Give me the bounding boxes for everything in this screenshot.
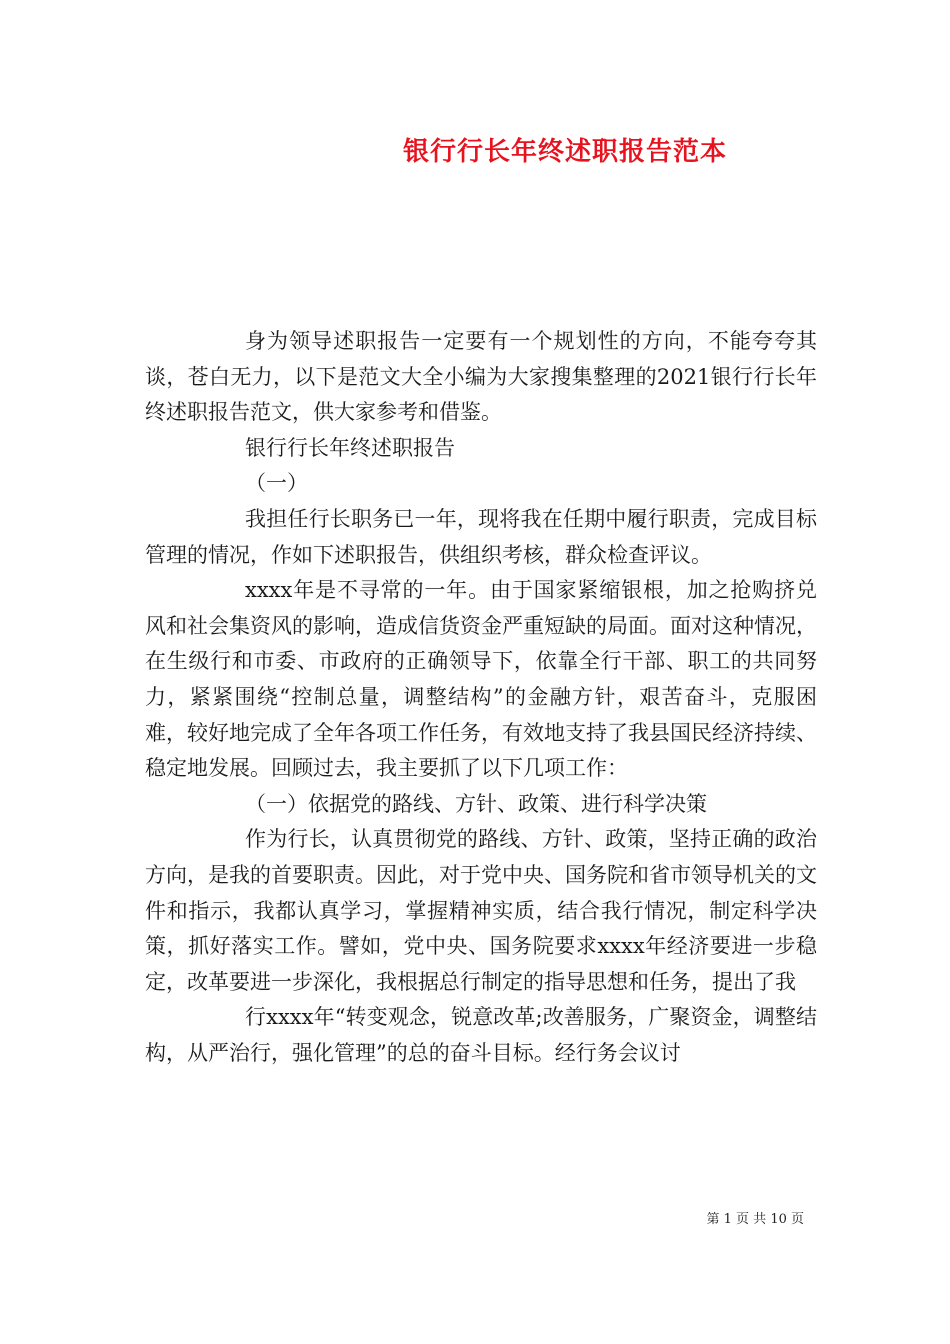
paragraph-heading: 银行行长年终述职报告 xyxy=(245,435,455,460)
page-number: 第 1 页 共 10 页 xyxy=(706,1212,804,1227)
document-body xyxy=(145,324,817,1071)
paragraph-policy: 作为行长，认真贯彻党的路线、方针、政策，坚持正确的政治方向，是我的首要职责。因此，对于党中央、国务院和省市领导机关的文件和指示，我都认真学习，掌握精神实质，结合我行情况，制定科学决策，抓好落实工作。譬如，党中央、国务院要求xxxx年经济要进一步稳定，改革要进一步深化，我根据总行制定的指导思想和任务，提出了我 xyxy=(145,827,817,994)
document-title: 银行行长年终述职报告范本 xyxy=(402,137,727,167)
paragraph-opening: 我担任行长职务已一年，现将我在任期中履行职责，完成目标管理的情况，作如下述职报告，供组织考核，群众检查评议。 xyxy=(145,506,817,567)
paragraph-subheading-1: （一）依据党的路线、方针、政策、进行科学决策 xyxy=(245,791,707,816)
paragraph-year-review: xxxx年是不寻常的一年。由于国家紧缩银根，加之抢购挤兑风和社会集资风的影响，造成信货资金严重短缺的局面。面对这种情况，在生级行和市委、市政府的正确领导下，依靠全行干部、职工的共同努力，紧紧围绕“控制总量，调整结构”的金融方针，艰苦奋斗，克服困难，较好地完成了全年各项工作任务，有效地支持了我县国民经济持续、稳定地发展。回顾过去，我主要抓了以下几项工作： xyxy=(145,578,817,781)
paragraph-intro: 身为领导述职报告一定要有一个规划性的方向，不能夸夸其谈，苍白无力，以下是范文大全小编为大家搜集整理的2021银行行长年终述职报告范文，供大家参考和借鉴。 xyxy=(145,329,817,425)
paragraph-section-marker: （一） xyxy=(245,471,308,496)
paragraph-goal: 行xxxx年“转变观念，锐意改革;改善服务，广聚资金，调整结构，从严治行，强化管理”的总的奋斗目标。经行务会议讨 xyxy=(145,1005,817,1065)
